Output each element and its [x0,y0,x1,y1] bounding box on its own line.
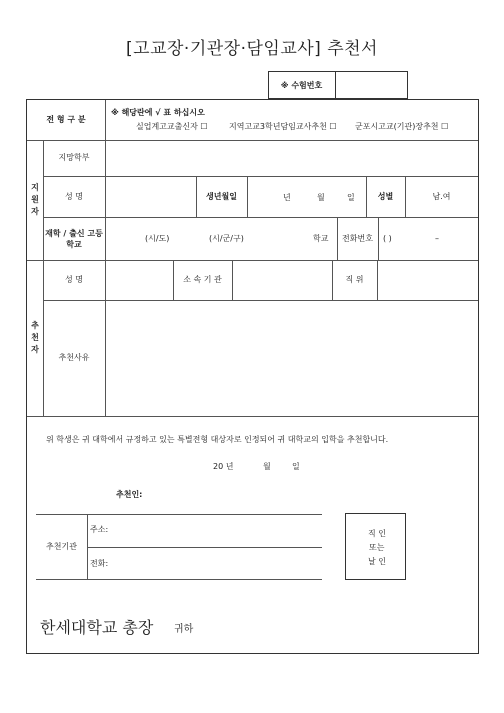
exam-number-label: ※ 수험번호 [268,71,336,99]
option-vocational[interactable]: 실업계고교출신자 ☐ [136,122,208,131]
date-day: 일 [292,462,300,471]
date-year: 20 년 [213,462,234,471]
reason-label: 추천사유 [58,353,90,362]
institution-label: 추천기관 [46,541,77,551]
major-label: 지망학부 [58,153,90,162]
applicant-name-label: 성 명 [65,191,83,201]
selection-instruction: ※ 해당란에 √ 표 하십시오 [111,108,205,117]
school-city: (시/도) [145,234,170,243]
institution-phone-label: 전화: [90,559,109,568]
birth-year: 년 [283,193,291,202]
recommendation-statement: 위 학생은 귀 대학에서 규정하고 있는 특별전형 대상자로 인정되어 귀 대학교의 입학을 추천합니다. [46,435,389,444]
signer-label: 추천인: [116,490,143,499]
seal-line-2: 또는 [369,543,385,552]
phone-dash: – [435,234,439,243]
form-table [26,99,479,654]
recommender-section-label: 추 천 자 [31,321,39,354]
applicant-section-label: 지 원 자 [31,183,39,216]
selection-label: 전 형 구 분 [46,115,86,124]
addressee-suffix: 귀하 [174,624,194,635]
phone-label: 전화번호 [342,233,373,243]
option-gunpo-principal[interactable]: 군포시고교(기관)장추천 ☐ [355,122,449,131]
school-label: 재학 / 출신 고등학교 [45,228,103,249]
school-suffix: 학교 [313,234,329,243]
seal-line-1: 직 인 [368,529,386,538]
school-district: (시/군/구) [209,234,244,243]
gender-label: 성별 [377,191,394,201]
seal-line-3: 날 인 [368,557,386,566]
addressee-main: 한세대학교 총장 [40,618,154,637]
recommender-name-label: 성 명 [65,275,83,284]
birth-label: 생년월일 [206,191,237,201]
option-homeroom-teacher[interactable]: 지역고교3학년담임교사추천 ☐ [229,122,337,131]
gender-value[interactable]: 남.여 [432,191,451,201]
affiliation-label: 소 속 기 관 [183,275,222,284]
date-month: 월 [263,462,271,471]
phone-area[interactable]: ( ) [383,234,392,243]
page-title: [고교장·기관장·담임교사] 추천서 [126,39,378,59]
position-label: 직 위 [345,275,364,284]
birth-day: 일 [347,193,355,202]
birth-month: 월 [317,193,325,202]
institution-address-label: 주소: [90,525,109,534]
